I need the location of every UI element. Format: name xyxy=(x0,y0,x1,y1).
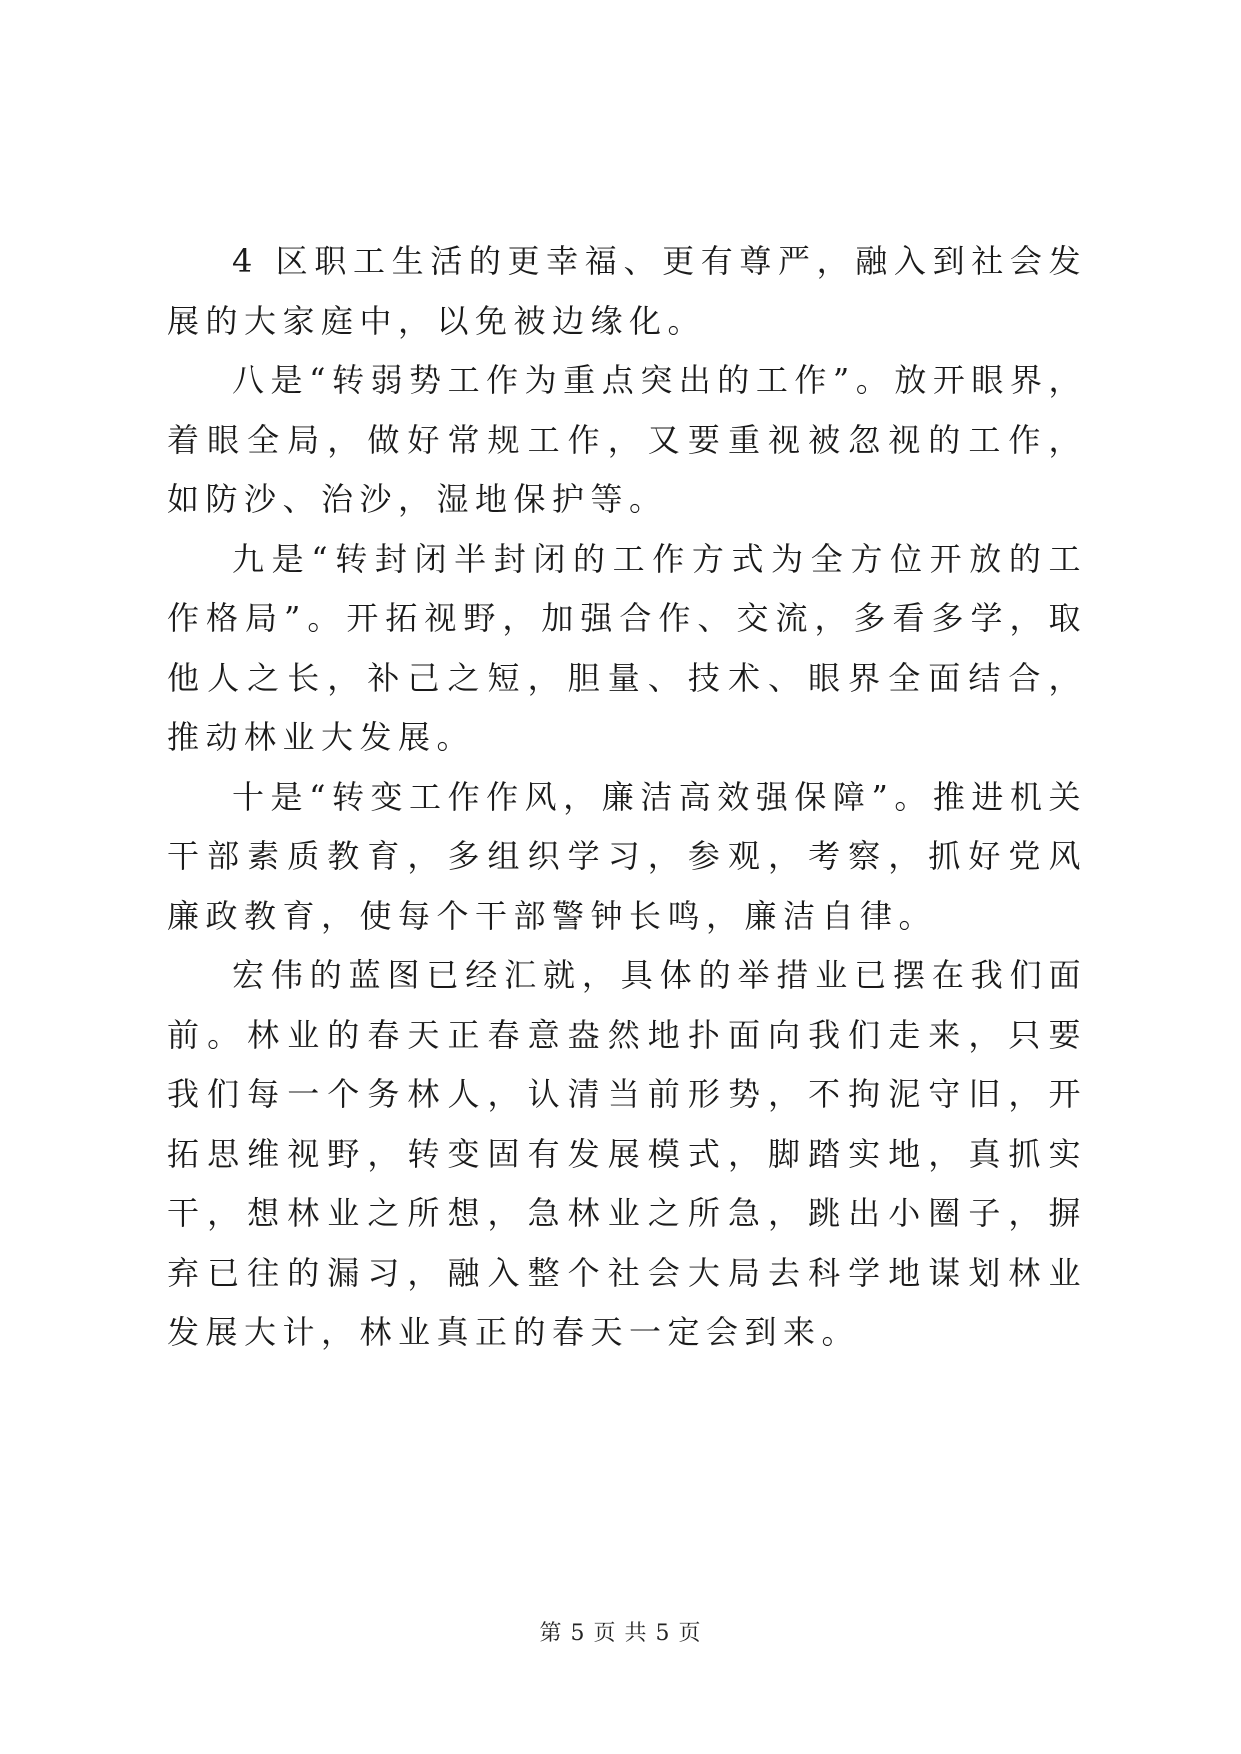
paragraph-continuation: 4 区职工生活的更幸福、更有尊严，融入到社会发展的大家庭中，以免被边缘化。 xyxy=(167,242,1087,340)
paragraph-item-nine: 九是“转封闭半封闭的工作方式为全方位开放的工作格局”。开拓视野，加强合作、交流，多看多学，取他人之长，补己之短，胆量、技术、眼界全面结合，推动林业大发展。 xyxy=(167,539,1087,756)
page-footer: 第 5 页 共 5 页 xyxy=(539,1621,702,1646)
paragraph-item-eight: 八是“转弱势工作为重点突出的工作”。放开眼界，着眼全局，做好常规工作，又要重视被忽视的工作，如防沙、治沙，湿地保护等。 xyxy=(167,361,1087,518)
paragraph-item-ten: 十是“转变工作作风，廉洁高效强保障”。推进机关干部素质教育，多组织学习，参观，考察，抓好党风廉政教育，使每个干部警钟长鸣，廉洁自律。 xyxy=(167,777,1087,935)
paragraph-conclusion: 宏伟的蓝图已经汇就，具体的举措业已摆在我们面前。林业的春天正春意盎然地扑面向我们走来，只要我们每一个务林人，认清当前形势，不拘泥守旧，开拓思维视野，转变固有发展模式，脚踏实地，真抓实干，想林业之所想，急林业之所急，跳出小圈子，摒弃已往的漏习，融入整个社会大局去科学地谋划林业发展大计，林业真正的春天一定会到来。 xyxy=(167,956,1087,1351)
document-body xyxy=(167,232,1087,1363)
